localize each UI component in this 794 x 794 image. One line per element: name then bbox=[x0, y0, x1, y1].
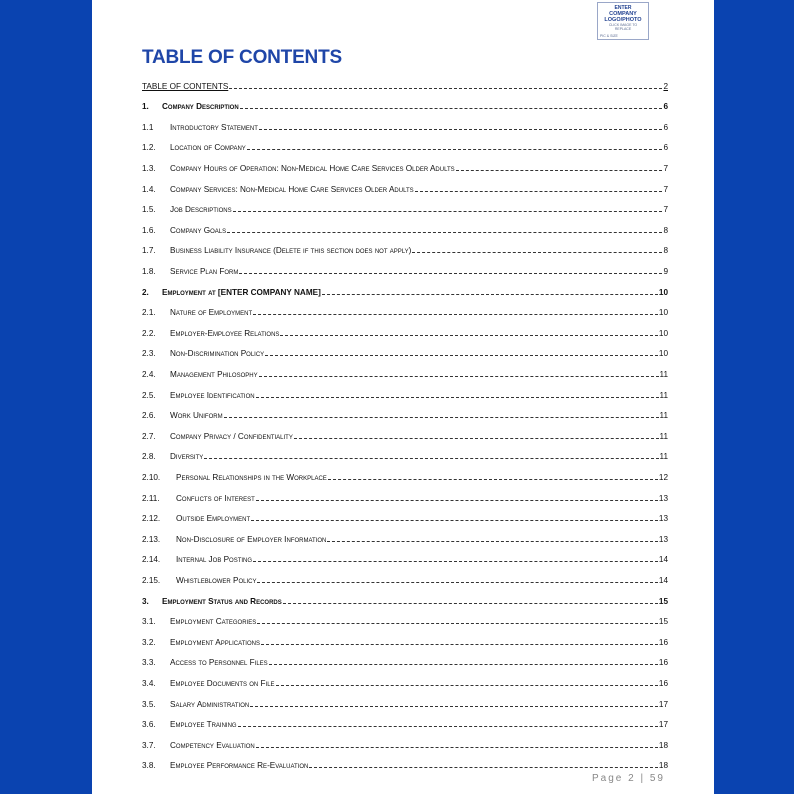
toc-entry[interactable] bbox=[142, 676, 668, 690]
company-logo-placeholder[interactable] bbox=[597, 2, 649, 40]
toc-entry-page: 2 bbox=[663, 81, 668, 91]
toc-entry-number: 2.6. bbox=[142, 411, 156, 421]
toc-entry-label: Company Privacy / Confidentiality bbox=[170, 431, 293, 441]
toc-entry-page: 17 bbox=[658, 699, 668, 709]
toc-entry-label: Company Description bbox=[162, 102, 239, 112]
toc-entry-page: 11 bbox=[659, 390, 668, 400]
toc-entry[interactable] bbox=[142, 264, 668, 278]
toc-entry-page: 7 bbox=[663, 184, 668, 194]
toc-dot-leader bbox=[257, 623, 658, 624]
toc-entry-label: Management Philosophy bbox=[170, 369, 258, 379]
toc-dot-leader bbox=[259, 376, 659, 377]
toc-entry-label: TABLE OF CONTENTS bbox=[142, 81, 229, 91]
toc-entry-label: Employer-Employee Relations bbox=[170, 328, 280, 338]
toc-entry-page: 6 bbox=[663, 122, 668, 132]
toc-dot-leader bbox=[238, 726, 658, 727]
toc-entry-number: 2.11. bbox=[142, 493, 160, 503]
toc-dot-leader bbox=[253, 561, 658, 562]
toc-entry-page: 14 bbox=[658, 555, 668, 565]
toc-entry-label: Company Hours of Operation: Non-Medical Home Care Services Older Adults bbox=[170, 163, 455, 173]
toc-entry-label: Service Plan Form bbox=[170, 266, 239, 276]
toc-entry-page: 16 bbox=[658, 637, 668, 647]
toc-entry-label: Business Liability Insurance (Delete if this section does not apply) bbox=[170, 246, 412, 256]
toc-entry-number: 3.3. bbox=[142, 658, 156, 668]
toc-entry[interactable] bbox=[142, 532, 668, 546]
toc-entry-label: Job Descriptions bbox=[170, 205, 232, 215]
toc-dot-leader bbox=[269, 664, 658, 665]
toc-entry-page: 11 bbox=[659, 452, 668, 462]
toc-entry-label: Conflicts of Interest bbox=[176, 493, 255, 503]
toc-entry-label: Nature of Employment bbox=[170, 308, 253, 318]
toc-entry[interactable] bbox=[142, 697, 668, 711]
toc-entry-label: Outside Employment bbox=[176, 514, 251, 524]
toc-entry-page: 12 bbox=[658, 472, 668, 482]
toc-entry-page: 7 bbox=[663, 205, 668, 215]
toc-entry[interactable] bbox=[142, 409, 668, 423]
toc-dot-leader bbox=[233, 211, 663, 212]
toc-entry-number: 1. bbox=[142, 102, 149, 112]
toc-dot-leader bbox=[253, 314, 658, 315]
toc-entry-page: 10 bbox=[658, 328, 668, 338]
toc-entry-label: Employment Applications bbox=[170, 637, 260, 647]
toc-dot-leader bbox=[227, 232, 662, 233]
toc-entry-number: 2.5. bbox=[142, 390, 156, 400]
toc-entry-label: Non-Discrimination Policy bbox=[170, 349, 265, 359]
toc-entry[interactable] bbox=[142, 306, 668, 320]
toc-entry-number: 2.13. bbox=[142, 534, 161, 544]
toc-entry[interactable] bbox=[142, 656, 668, 670]
toc-dot-leader bbox=[239, 273, 662, 274]
toc-entry-number: 3.2. bbox=[142, 637, 156, 647]
toc-entry-number: 1.2. bbox=[142, 143, 156, 153]
toc-dot-leader bbox=[256, 747, 658, 748]
toc-entry[interactable] bbox=[142, 512, 668, 526]
toc-entry-number: 3. bbox=[142, 596, 149, 606]
toc-dot-leader bbox=[280, 335, 657, 336]
toc-entry-number: 2.8. bbox=[142, 452, 156, 462]
toc-entry-page: 18 bbox=[658, 740, 668, 750]
toc-entry-label: Competency Evaluation bbox=[170, 740, 255, 750]
toc-entry-number: 2.4. bbox=[142, 369, 156, 379]
toc-dot-leader bbox=[256, 500, 658, 501]
toc-entry[interactable] bbox=[142, 223, 668, 237]
toc-entry[interactable] bbox=[142, 120, 668, 134]
toc-entry[interactable] bbox=[142, 615, 668, 629]
toc-entry[interactable] bbox=[142, 470, 668, 484]
toc-entry[interactable] bbox=[142, 326, 668, 340]
logo-line-2: COMPANY bbox=[609, 11, 637, 17]
toc-entry-page: 11 bbox=[659, 411, 668, 421]
toc-entry-number: 2.3. bbox=[142, 349, 156, 359]
toc-entry-number: 3.8. bbox=[142, 761, 156, 771]
toc-entry-label: Introductory Statement bbox=[170, 122, 258, 132]
toc-entry[interactable] bbox=[142, 450, 668, 464]
toc-dot-leader bbox=[224, 417, 659, 418]
toc-entry-page: 8 bbox=[663, 225, 668, 235]
toc-entry-page: 10 bbox=[658, 349, 668, 359]
document-page bbox=[92, 0, 714, 794]
toc-dot-leader bbox=[328, 479, 658, 480]
toc-dot-leader bbox=[456, 170, 663, 171]
toc-entry-page: 16 bbox=[658, 678, 668, 688]
toc-entry-number: 3.5. bbox=[142, 699, 156, 709]
toc-entry-label: Employee Training bbox=[170, 720, 237, 730]
toc-entry[interactable] bbox=[142, 491, 668, 505]
toc-entry-page: 16 bbox=[658, 658, 668, 668]
toc-entry-number: 1.4. bbox=[142, 184, 156, 194]
toc-entry-label: Personal Relationships in the Workplace bbox=[176, 472, 327, 482]
toc-dot-leader bbox=[276, 685, 658, 686]
toc-entry-page: 9 bbox=[663, 266, 668, 276]
toc-dot-leader bbox=[251, 520, 658, 521]
logo-line-1: ENTER bbox=[614, 5, 632, 11]
toc-entry[interactable] bbox=[142, 718, 668, 732]
toc-entry-label: Employment Categories bbox=[170, 617, 257, 627]
toc-dot-leader bbox=[265, 355, 658, 356]
toc-entry[interactable] bbox=[142, 388, 668, 402]
toc-entry[interactable] bbox=[142, 635, 668, 649]
toc-dot-leader bbox=[327, 541, 658, 542]
toc-entry[interactable] bbox=[142, 553, 668, 567]
toc-entry-page: 15 bbox=[658, 596, 668, 606]
page-number-footer: Page 2 | 59 bbox=[592, 773, 665, 784]
toc-entry-label: Internal Job Posting bbox=[176, 555, 253, 565]
toc-entry-page: 15 bbox=[658, 617, 668, 627]
toc-entry-label: Employee Documents on File bbox=[170, 678, 275, 688]
toc-entry-page: 13 bbox=[658, 493, 668, 503]
toc-entry-page: 14 bbox=[658, 575, 668, 585]
toc-dot-leader bbox=[261, 644, 658, 645]
toc-entry-label: Employment Status and Records bbox=[162, 596, 282, 606]
logo-line-3: LOGO/PHOTO bbox=[604, 17, 642, 23]
toc-entry[interactable] bbox=[142, 759, 668, 773]
toc-entry-label: Diversity bbox=[170, 452, 204, 462]
toc-entry[interactable] bbox=[142, 738, 668, 752]
toc-entry-page: 6 bbox=[663, 143, 668, 153]
toc-entry-page: 13 bbox=[658, 534, 668, 544]
toc-entry[interactable] bbox=[142, 203, 668, 217]
toc-entry-number: 3.6. bbox=[142, 720, 156, 730]
toc-entry-page: 10 bbox=[658, 287, 668, 297]
toc-entry-number: 1.8. bbox=[142, 266, 156, 276]
page-title: TABLE OF CONTENTS bbox=[142, 47, 342, 68]
toc-entry-number: 1.7. bbox=[142, 246, 156, 256]
toc-entry-label: Company Goals bbox=[170, 225, 227, 235]
toc-entry[interactable] bbox=[142, 161, 668, 175]
toc-entry[interactable] bbox=[142, 367, 668, 381]
toc-entry-page: 11 bbox=[659, 431, 668, 441]
logo-line-5: REPLACE bbox=[614, 27, 632, 31]
toc-entry-page: 18 bbox=[658, 761, 668, 771]
toc-dot-leader bbox=[294, 438, 659, 439]
toc-entry-number: 2.7. bbox=[142, 431, 156, 441]
toc-entry[interactable] bbox=[142, 141, 668, 155]
toc-dot-leader bbox=[412, 252, 662, 253]
toc-dot-leader bbox=[257, 582, 657, 583]
toc-entry[interactable] bbox=[142, 429, 668, 443]
toc-entry-label: Company Services: Non-Medical Home Care Services Older Adults bbox=[170, 184, 414, 194]
toc-dot-leader bbox=[259, 129, 663, 130]
toc-entry-page: 13 bbox=[658, 514, 668, 524]
toc-entry-number: 2.12. bbox=[142, 514, 161, 524]
toc-entry[interactable] bbox=[142, 347, 668, 361]
toc-entry-number: 3.1. bbox=[142, 617, 156, 627]
toc-entry-number: 2.14. bbox=[142, 555, 161, 565]
toc-dot-leader bbox=[240, 108, 663, 109]
toc-entry-page: 11 bbox=[659, 369, 668, 379]
toc-entry-page: 10 bbox=[658, 308, 668, 318]
toc-entry[interactable] bbox=[142, 79, 668, 93]
toc-entry-number: 1.6. bbox=[142, 225, 156, 235]
toc-entry-label: Work Uniform bbox=[170, 411, 223, 421]
toc-entry-number: 1.5. bbox=[142, 205, 156, 215]
toc-entry[interactable] bbox=[142, 100, 668, 114]
toc-entry-label: Employment at [ENTER COMPANY NAME] bbox=[162, 287, 321, 297]
logo-line-6: PIC & SIZE bbox=[600, 34, 618, 38]
toc-entry-number: 1.1 bbox=[142, 122, 154, 132]
toc-entry[interactable] bbox=[142, 182, 668, 196]
toc-dot-leader bbox=[283, 603, 658, 604]
logo-line-4: CLICK IMAGE TO bbox=[608, 23, 638, 27]
toc-entry-number: 2.15. bbox=[142, 575, 161, 585]
toc-dot-leader bbox=[256, 397, 659, 398]
toc-entry-number: 3.7. bbox=[142, 740, 156, 750]
toc-entry-page: 7 bbox=[663, 163, 668, 173]
toc-entry-label: Location of Company bbox=[170, 143, 246, 153]
toc-dot-leader bbox=[250, 706, 658, 707]
toc-entry-label: Employee Performance Re-Evaluation bbox=[170, 761, 309, 771]
toc-entry[interactable] bbox=[142, 244, 668, 258]
toc-dot-leader bbox=[204, 458, 658, 459]
toc-entry-page: 6 bbox=[663, 102, 668, 112]
toc-entry-page: 17 bbox=[658, 720, 668, 730]
toc-dot-leader bbox=[247, 149, 663, 150]
toc-entry-page: 8 bbox=[663, 246, 668, 256]
toc-entry-number: 3.4. bbox=[142, 678, 156, 688]
toc-entry-label: Non-Disclosure of Employer Information bbox=[176, 534, 327, 544]
toc-entry-label: Salary Administration bbox=[170, 699, 250, 709]
toc-entry-number: 2.1. bbox=[142, 308, 156, 318]
toc-entry[interactable] bbox=[142, 285, 668, 299]
toc-entry-number: 2.2. bbox=[142, 328, 156, 338]
toc-entry-number: 1.3. bbox=[142, 163, 156, 173]
toc-dot-leader bbox=[229, 88, 662, 89]
toc-dot-leader bbox=[322, 294, 658, 295]
toc-entry-number: 2.10. bbox=[142, 472, 161, 482]
toc-entry-number: 2. bbox=[142, 287, 149, 297]
toc-entry[interactable] bbox=[142, 573, 668, 587]
toc-dot-leader bbox=[309, 767, 658, 768]
toc-dot-leader bbox=[415, 191, 663, 192]
toc-entry-label: Access to Personnel Files bbox=[170, 658, 268, 668]
toc-entry[interactable] bbox=[142, 594, 668, 608]
toc-entry-label: Whistleblower Policy bbox=[176, 575, 257, 585]
toc-entry-label: Employee Identification bbox=[170, 390, 255, 400]
